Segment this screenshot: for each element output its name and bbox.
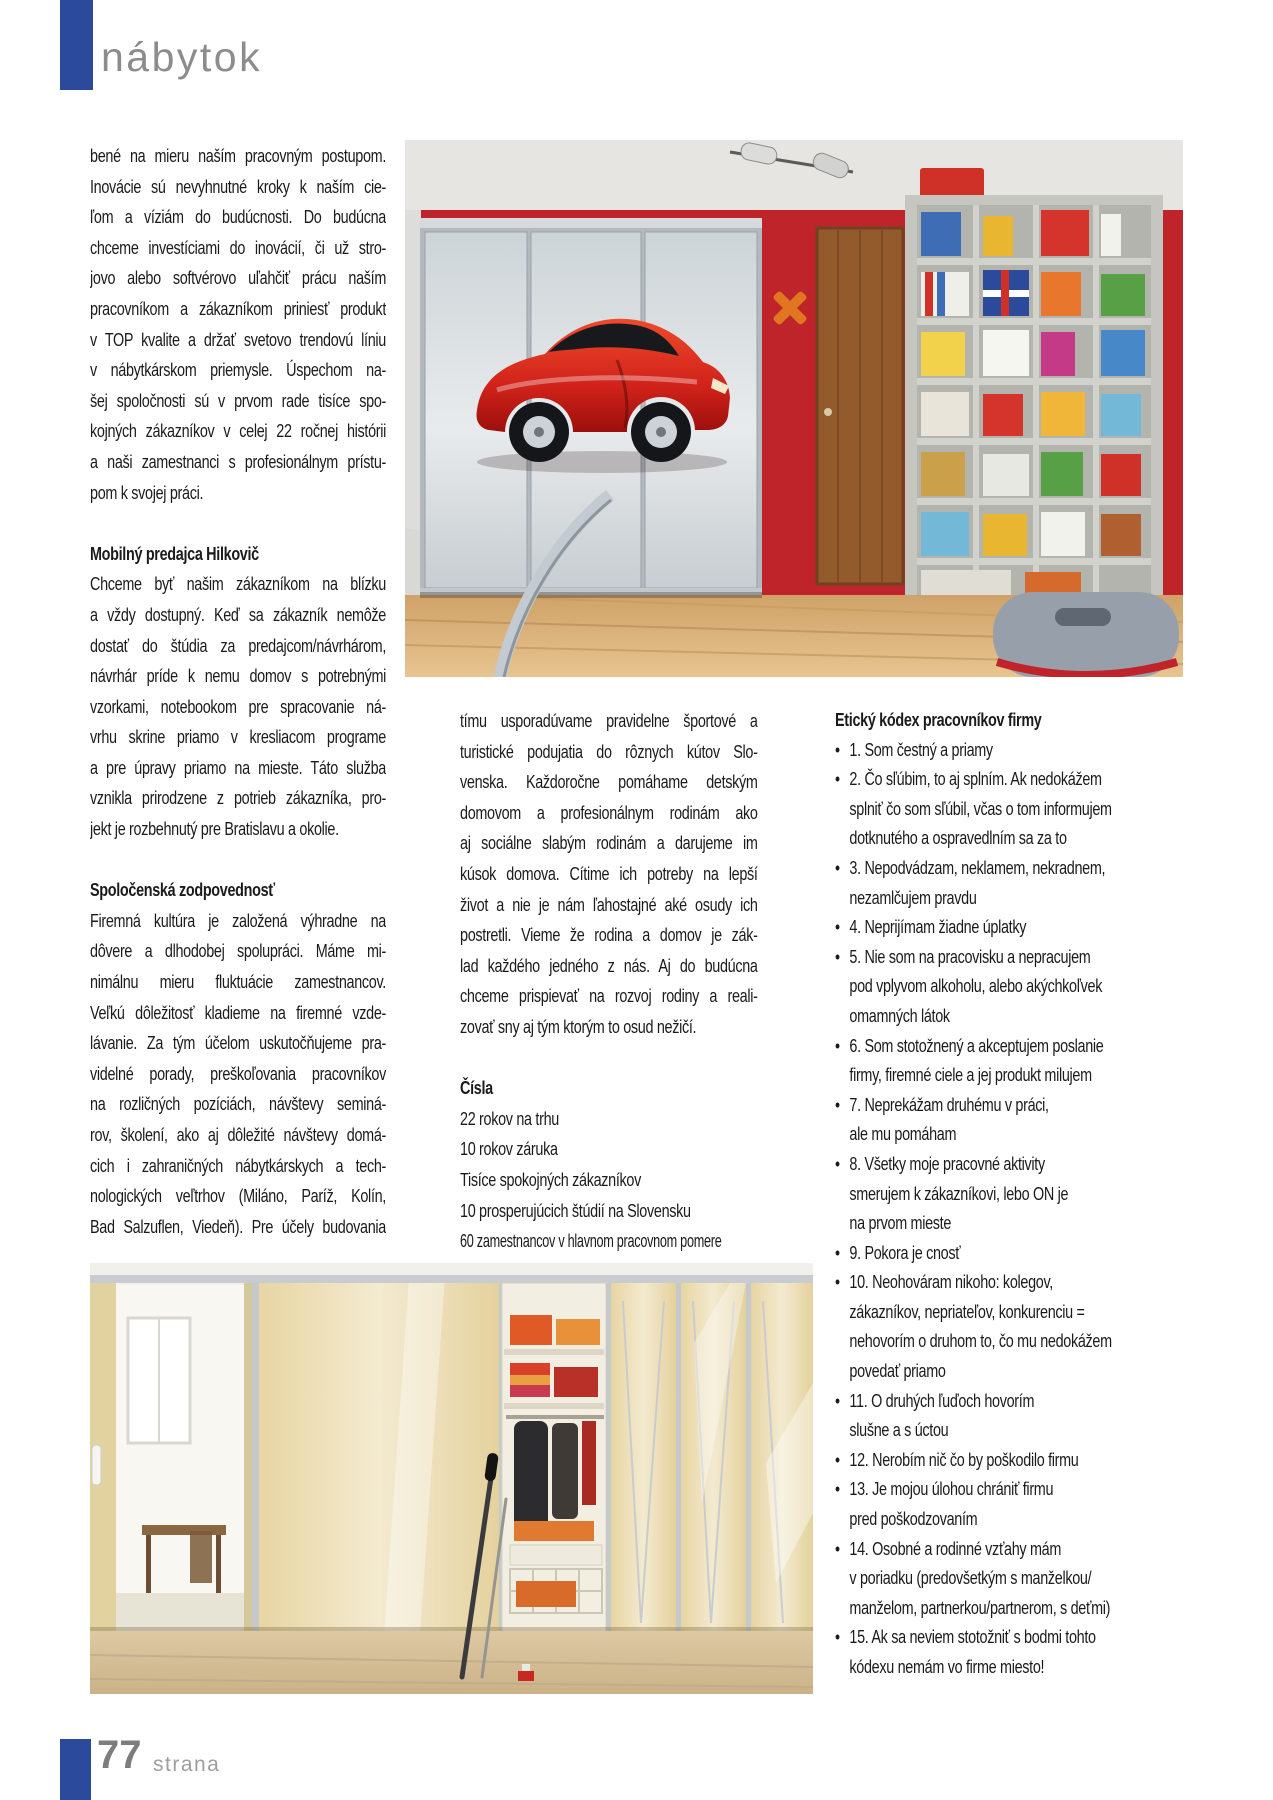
text-line: firmy, firemné ciele a jej produkt milujem	[849, 1065, 1092, 1086]
text-line: život a nie je nám ľahostajné aké osudy ich	[460, 894, 758, 915]
text-line: pod vplyvom alkoholu, alebo akýchkoľvek	[849, 976, 1103, 997]
text-line: omamných látok	[849, 1005, 950, 1026]
text-line: postretli. Vieme že rodina a domov je zák-	[460, 925, 758, 946]
text-line: dôvere a dlhodobej spolupráci. Máme mi-	[90, 941, 386, 962]
text-line: • 1. Som čestný a priamy	[835, 736, 1187, 766]
text-line: domovom a profesionálnym rodinám ako	[460, 802, 758, 823]
text-line: ľom a víziám do budúcnosti. Do budúcna	[90, 207, 386, 228]
text-line: • 13. Je mojou úlohou chrániť firmu	[835, 1475, 1187, 1505]
text-line: turistické podujatia do rôznych kútov Slo-	[460, 741, 758, 762]
text-line: 22 rokov na trhu	[460, 1108, 559, 1129]
photo-childrens-room	[405, 140, 1183, 677]
text-line: 10 prosperujúcich štúdií na Slovensku	[460, 1200, 691, 1221]
text-line: a pre úpravy priamo na mieste. Táto služba	[90, 757, 386, 778]
silver-frame	[252, 1283, 256, 1635]
middle-text-column	[460, 706, 758, 1257]
text-line: slušne a s úctou	[849, 1420, 949, 1441]
text-line: rov, školení, ako aj dôležité návštevy domá-	[90, 1125, 386, 1145]
text-line: dotknutého a ospravedlním sa za to	[849, 828, 1067, 849]
bullet-icon: •	[835, 1449, 840, 1470]
bullet-icon: •	[835, 739, 840, 760]
text-line: chceme investíciami do inovácií, či už stro-	[90, 237, 386, 258]
door-track	[90, 1275, 813, 1283]
text-line: pracovníkom a zákazníkom priniesť produkt	[90, 298, 386, 319]
text-line: v TOP kvalite a držať svetovo trendovú líniu	[90, 329, 386, 350]
text-line: nezamlčujem pravdu	[849, 887, 977, 908]
bullet-icon: •	[835, 1094, 840, 1115]
text-line: • 10. Neohováram nikoho: kolegov,	[835, 1268, 1187, 1298]
text-line: 10 rokov záruka	[460, 1139, 558, 1160]
text-line: návrhár príde k nemu domov s potrebnými	[90, 666, 386, 687]
text-line: venska. Každoročne pomáhame detským	[460, 772, 758, 793]
text-line: vzorkami, notebookom pre spracovanie ná-	[90, 696, 386, 717]
photo-wardrobe	[90, 1263, 813, 1694]
text-line: dostať do štúdia za predajcom/návrhárom,	[90, 635, 386, 656]
header-accent-bar	[60, 0, 93, 90]
gray-chair-back	[993, 592, 1179, 677]
bullet-icon: •	[835, 1538, 840, 1559]
text-line: Firemná kultúra je založená výhradne na	[90, 910, 386, 931]
text-line	[460, 1043, 758, 1074]
text-line: • 8. Všetky moje pracovné aktivity	[835, 1150, 1187, 1180]
bullet-icon: •	[835, 1153, 840, 1174]
text-line: bené na mieru naším pracovným postupom.	[90, 146, 386, 166]
text-line: videlné porady, preškoľovania pracovníkov	[90, 1063, 386, 1084]
text-line: vznikla prirodzene z potrieb zákazníka, pro-	[90, 788, 386, 809]
text-line: kojných zákazníkov v celej 22 ročnej histórii	[90, 421, 386, 442]
text-line: povedať priamo	[849, 1361, 946, 1382]
text-line: tímu usporadúvame pravidelne športové a	[460, 711, 758, 731]
text-line: zákazníkov, nepriateľov, konkurenciu =	[849, 1301, 1085, 1322]
text-line: • 15. Ak sa neviem stotožniť s bodmi tohto	[835, 1623, 1187, 1653]
left-text-column	[90, 141, 386, 1242]
subheading: Etický kódex pracovníkov firmy	[835, 710, 1042, 730]
right-door-panels	[606, 1283, 813, 1635]
text-line: v poriadku (predovšetkým s manželkou/	[849, 1568, 1092, 1589]
toy-bookshelf	[905, 168, 1163, 640]
bullet-icon: •	[835, 1272, 840, 1293]
bullet-icon: •	[835, 769, 840, 790]
right-text-column	[835, 706, 1187, 1683]
text-line: • 4. Neprijímam žiadne úplatky	[835, 913, 1187, 943]
text-line: • 11. O druhých ľuďoch hovorím	[835, 1387, 1187, 1417]
section-title: nábytok	[101, 34, 263, 80]
text-line: lávanie. Za tým účelom uskutočňujeme pra-	[90, 1033, 386, 1054]
text-line: pred poškodzovaním	[849, 1509, 978, 1530]
text-line: • 2. Čo sľúbim, to aj splním. Ak nedokážem	[835, 765, 1187, 795]
text-line: na rozličných pozíciách, návštevy seminá-	[90, 1094, 386, 1115]
wood-floor	[90, 1631, 813, 1694]
text-line: cich i zahraničných nábytkárskych a tech-	[90, 1155, 386, 1176]
text-line	[90, 508, 386, 539]
text-line: zovať sny aj tým ktorým to osud nežičí.	[460, 1016, 697, 1037]
text-line: • 3. Nepodvádzam, neklamem, nekradnem,	[835, 854, 1187, 884]
text-line: kódexu nemám vo firme miesto!	[849, 1657, 1045, 1677]
text-line: lad každého jedného z nás. Aj do budúcna	[460, 955, 758, 976]
bullet-icon: •	[835, 1390, 840, 1411]
subheading: Čísla	[460, 1078, 493, 1099]
text-line: Inovácie sú nevyhnutné kroky k naším cie-	[90, 176, 386, 197]
text-line	[90, 845, 386, 876]
text-line: 60 zamestnancov v hlavnom pracovnom pomere	[460, 1231, 722, 1252]
text-line: smerujem k zákazníkovi, lebo ON je	[849, 1183, 1069, 1204]
subheading: Mobilný predajca Hilkovič	[90, 543, 259, 564]
text-line: • 6. Som stotožnený a akceptujem poslanie	[835, 1032, 1187, 1062]
wardrobe-illustration	[90, 1263, 813, 1694]
bullet-icon: •	[835, 917, 840, 938]
text-line: • 5. Nie som na pracovisku a nepracujem	[835, 943, 1187, 973]
text-line: v nábytkárskom priemysle. Úspechom na-	[90, 360, 386, 381]
page-number: 77	[97, 1733, 142, 1777]
text-line: nimálnu mieru fluktuácie zamestnancov.	[90, 972, 386, 993]
text-line: manželom, partnerkou/partnerom, s deťmi)	[849, 1597, 1111, 1618]
text-line: nologických veľtrhov (Miláno, Paríž, Kolín,	[90, 1186, 386, 1207]
text-line: vrhu skrine priamo v kresliacom programe	[90, 727, 386, 748]
text-line: splniť čo som sľúbil, včas o tom informujem	[849, 798, 1112, 819]
text-line: a naši zamestnanci s profesionálnym prístu-	[90, 451, 386, 472]
wooden-door	[817, 228, 903, 584]
text-line: chceme prispievať na rozvoj rodiny a reali-	[460, 986, 758, 1007]
text-line: • 12. Nerobím nič čo by poškodilo firmu	[835, 1446, 1187, 1476]
closet-interior	[502, 1283, 606, 1635]
text-line: jekt je rozbehnutý pre Bratislavu a okolie.	[90, 819, 339, 840]
text-line: jovo alebo softvérovo uľahčiť prácu naším	[90, 268, 386, 289]
text-line: • 7. Neprekážam druhému v práci,	[835, 1091, 1187, 1121]
footer-accent-bar	[60, 1739, 91, 1800]
text-line: pom k svojej práci.	[90, 482, 204, 503]
text-line: Tisíce spokojných zákazníkov	[460, 1169, 641, 1190]
subheading: Spoločenská zodpovednosť	[90, 880, 275, 901]
bullet-icon: •	[835, 1627, 840, 1648]
cream-sliding-door	[256, 1283, 502, 1635]
text-line: Bad Salzuflen, Viedeň). Pre účely budovania	[90, 1216, 386, 1237]
bullet-icon: •	[835, 946, 840, 967]
text-line: na prvom mieste	[849, 1213, 952, 1234]
bullet-icon: •	[835, 1242, 840, 1263]
text-line: šej spoločnosti sú v prvom rade tisíce spo-	[90, 390, 386, 411]
childrens-room-illustration	[405, 140, 1183, 677]
bullet-icon: •	[835, 1479, 840, 1500]
text-line: aj sociálne slabým rodinám a darujeme im	[460, 833, 758, 854]
text-line: • 14. Osobné a rodinné vzťahy mám	[835, 1535, 1187, 1565]
text-line: kúsok domova. Cítime ich potreby na lepší	[460, 863, 758, 884]
bright-room-view	[116, 1285, 244, 1633]
bullet-icon: •	[835, 1035, 840, 1056]
bullet-icon: •	[835, 857, 840, 878]
text-line: Chceme byť našim zákazníkom na blízku	[90, 574, 386, 595]
text-line: • 9. Pokora je cnosť	[835, 1239, 1187, 1269]
text-line: a vždy dostupný. Keď sa zákazník nemôže	[90, 604, 386, 625]
page-number-label: strana	[153, 1753, 221, 1776]
text-line: ale mu pomáham	[849, 1124, 957, 1145]
car-wardrobe	[420, 218, 762, 598]
text-line: Veľkú dôležitosť kladieme na firemné vzde-	[90, 1002, 386, 1023]
door-handle	[92, 1445, 101, 1485]
text-line: nehovorím o druhom to, čo mu nedokážem	[849, 1331, 1112, 1352]
